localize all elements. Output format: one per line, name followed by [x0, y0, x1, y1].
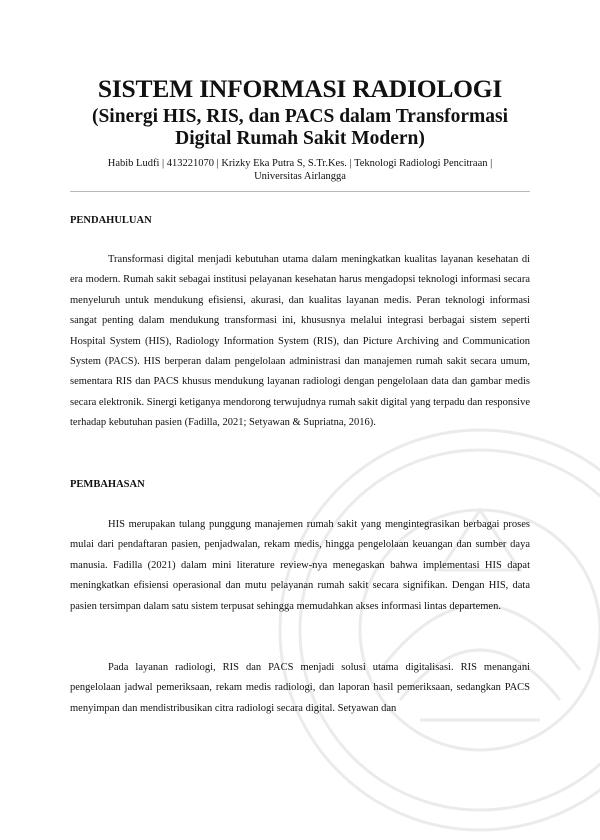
section-heading-pembahasan: PEMBAHASAN	[70, 479, 145, 490]
university-seal-watermark-icon	[270, 420, 600, 840]
paragraph-pembahasan-1: HIS merupakan tulang punggung manajemen rumah sakit yang mengintegrasikan berbagai proses mulai dari pendaftaran pasien, penjadwalan, rekam medis, hingga pengelolaan keuangan dan sumber daya manusia. Fadilla (2021) dalam mini literature review-nya menegaskan bahwa implementasi HIS dapat meningkatkan efisiensi operasional dan mutu pelayanan rumah sakit secara signifikan. Dengan HIS, data pasien tersimpan dalam satu sistem terpusat sehingga memudahkan akses informasi lintas departemen.	[70, 519, 530, 612]
authors-line-1: Habib Ludfi | 413221070 | Krizky Eka Putra S, S.Tr.Kes. | Teknologi Radiologi Pencitraan |	[107, 158, 493, 169]
subtitle-line-2: Digital Rumah Sakit Modern)	[175, 128, 425, 149]
subtitle-line-1: (Sinergi HIS, RIS, dan PACS dalam Transformasi	[91, 106, 509, 127]
section-heading-pendahuluan: PENDAHULUAN	[70, 215, 152, 226]
author-affiliation	[60, 157, 540, 183]
header-divider	[70, 191, 530, 192]
paragraph-pembahasan-2: Pada layanan radiologi, RIS dan PACS menjadi solusi utama digitalisasi. RIS menangani pengelolaan jadwal pemeriksaan, rekam medis radiologi, dan laporan hasil pemeriksaan, sedangkan PACS menyimpan dan mendistribusikan citra radiologi secara digital. Setyawan dan	[70, 662, 530, 714]
paragraph-pendahuluan-1: Transformasi digital menjadi kebutuhan utama dalam meningkatkan kualitas layanan kesehatan di era modern. Rumah sakit sebagai institusi pelayanan kesehatan harus mengadopsi teknologi informasi secara menyeluruh untuk mendukung efisiensi, akurasi, dan kualitas layanan medis. Peran teknologi informasi sangat penting dalam mendukung transformasi ini, khususnya melalui integrasi berbagai sistem seperti Hospital System (HIS), Radiology Information System (RIS), dan Picture Archiving and Communication System (PACS). HIS berperan dalam pengelolaan administrasi dan manajemen rumah sakit secara umum, sementara RIS dan PACS khusus mendukung layanan radiologi dengan pengelolaan data dan gambar medis secara elektronik. Sinergi ketiganya mendorong terwujudnya rumah sakit digital yang terpadu dan responsive terhadap kebutuhan pasien (Fadilla, 2021; Setyawan & Supriatna, 2016).	[70, 254, 530, 429]
document-subtitle	[0, 106, 600, 150]
authors-line-2: Universitas Airlangga	[254, 171, 346, 182]
document-title: SISTEM INFORMASI RADIOLOGI	[97, 74, 503, 103]
